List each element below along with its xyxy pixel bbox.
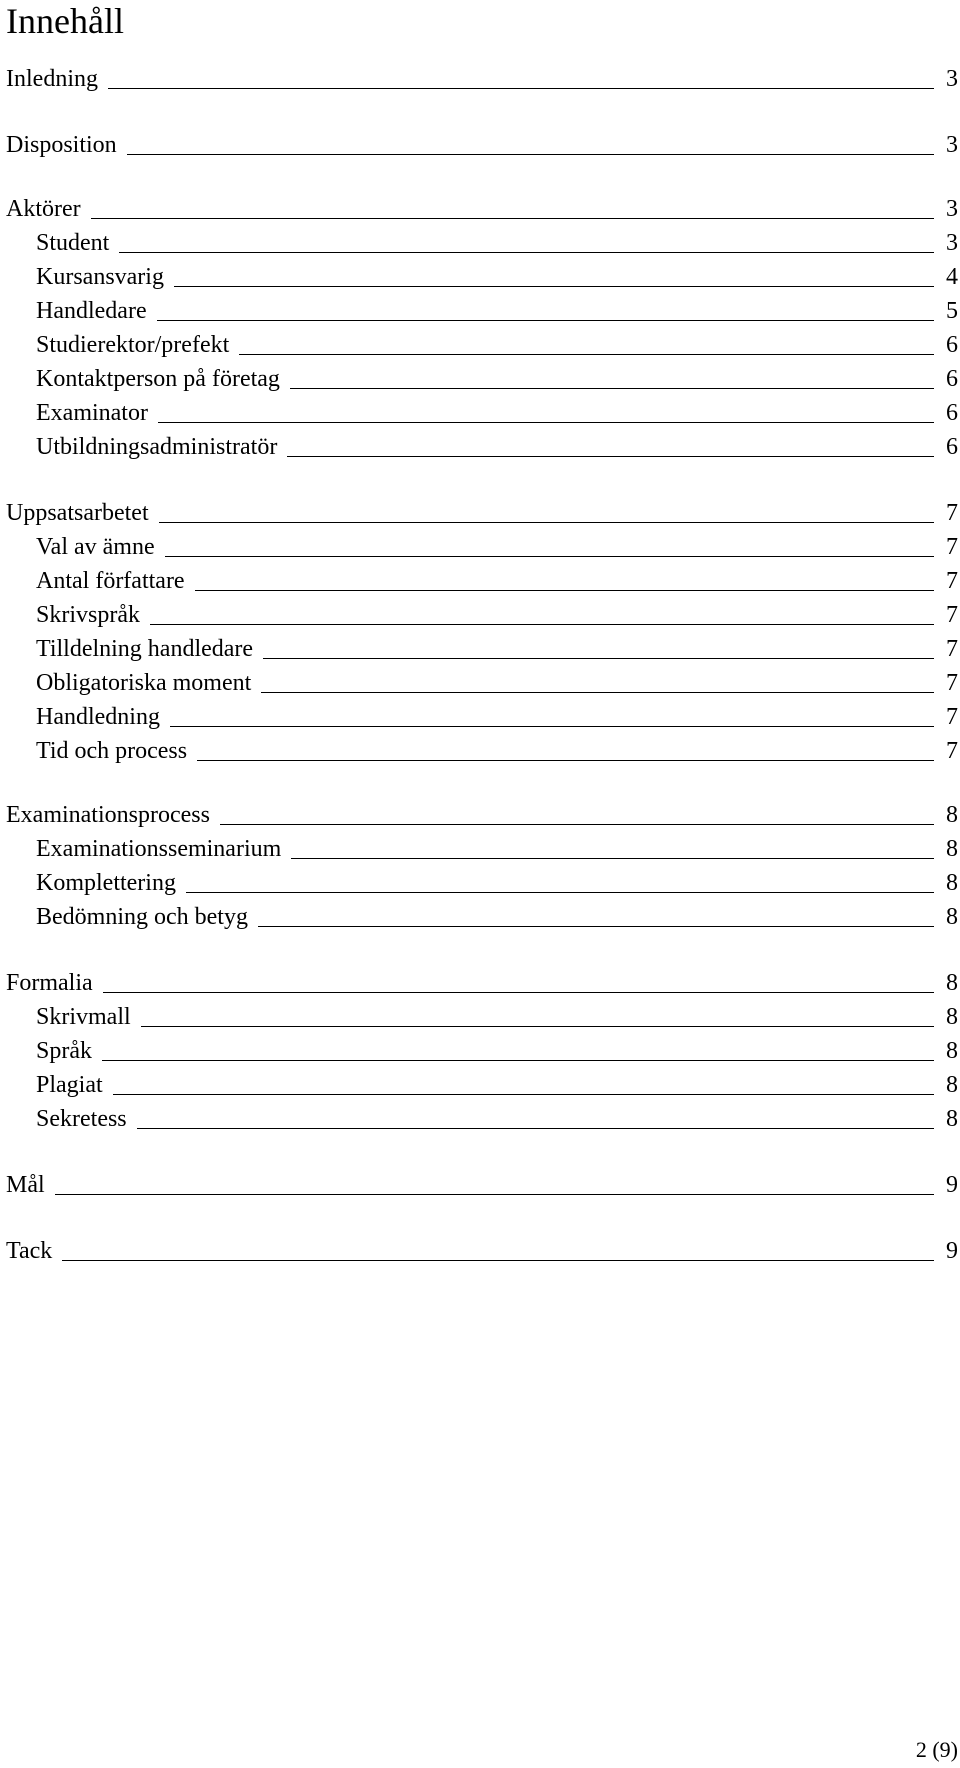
- toc-leader-line: [102, 1060, 934, 1061]
- toc-entry-studierektor-prefekt[interactable]: [0, 328, 960, 362]
- toc-entry-label: Tack: [6, 1238, 53, 1264]
- toc-leader-line: [258, 926, 934, 927]
- toc-entry-page: 8: [946, 870, 958, 896]
- toc-entry-label: Tilldelning handledare: [36, 636, 254, 662]
- toc-entry-page: 9: [946, 1172, 958, 1198]
- toc-entry-label: Utbildningsadministratör: [36, 434, 278, 460]
- toc-entry-examinator[interactable]: [0, 396, 960, 430]
- toc-entry-page: 8: [946, 1004, 958, 1030]
- toc-entry-examinationsprocess[interactable]: [0, 798, 960, 832]
- toc-leader-line: [55, 1194, 934, 1195]
- toc-entry-page: 3: [946, 230, 958, 256]
- toc-entry-page: 7: [946, 500, 958, 526]
- toc-entry-label: Antal författare: [36, 568, 185, 594]
- toc-entry-tilldelning-handledare[interactable]: [0, 632, 960, 666]
- toc-entry-aktorer[interactable]: [0, 192, 960, 226]
- toc-entry-label: Formalia: [6, 970, 93, 996]
- toc-entry-handledning[interactable]: [0, 700, 960, 734]
- toc-entry-student[interactable]: [0, 226, 960, 260]
- toc-entry-label: Disposition: [6, 132, 117, 158]
- toc-entry-label: Komplettering: [36, 870, 176, 896]
- toc-leader-line: [291, 858, 934, 859]
- toc-leader-line: [165, 556, 934, 557]
- toc-leader-line: [119, 252, 934, 253]
- toc-entry-label: Skrivspråk: [36, 602, 140, 628]
- toc-entry-page: 7: [946, 636, 958, 662]
- toc-entry-page: 4: [946, 264, 958, 290]
- toc-leader-line: [159, 522, 934, 523]
- toc-leader-line: [157, 320, 934, 321]
- toc-entry-label: Tid och process: [36, 738, 188, 764]
- toc-heading: Innehåll: [6, 1, 124, 41]
- toc-entry-inledning[interactable]: [0, 62, 960, 96]
- toc-entry-mal[interactable]: [0, 1168, 960, 1202]
- toc-leader-line: [62, 1260, 934, 1261]
- toc-leader-line: [158, 422, 934, 423]
- toc-entry-utbildningsadministrator[interactable]: [0, 430, 960, 464]
- toc-entry-label: Aktörer: [6, 196, 81, 222]
- toc-entry-page: 6: [946, 366, 958, 392]
- toc-entry-sekretess[interactable]: [0, 1102, 960, 1136]
- toc-leader-line: [197, 760, 934, 761]
- toc-entry-page: 7: [946, 568, 958, 594]
- toc-entry-label: Kontaktperson på företag: [36, 366, 280, 392]
- toc-leader-line: [195, 590, 934, 591]
- toc-entry-label: Studierektor/prefekt: [36, 332, 230, 358]
- toc-leader-line: [220, 824, 934, 825]
- toc-entry-label: Språk: [36, 1038, 92, 1064]
- toc-entry-page: 3: [946, 66, 958, 92]
- toc-entry-label: Kursansvarig: [36, 264, 164, 290]
- toc-entry-label: Handledning: [36, 704, 160, 730]
- toc-entry-page: 7: [946, 670, 958, 696]
- toc-leader-line: [91, 218, 934, 219]
- toc-leader-line: [263, 658, 934, 659]
- toc-entry-page: 8: [946, 970, 958, 996]
- toc-entry-tid-och-process[interactable]: [0, 734, 960, 768]
- toc-entry-tack[interactable]: [0, 1234, 960, 1268]
- toc-leader-line: [108, 88, 934, 89]
- toc-entry-kursansvarig[interactable]: [0, 260, 960, 294]
- toc-entry-label: Uppsatsarbetet: [6, 500, 149, 526]
- toc-entry-label: Sekretess: [36, 1106, 127, 1132]
- toc-entry-page: 6: [946, 332, 958, 358]
- toc-entry-label: Examinationsprocess: [6, 802, 210, 828]
- toc-entry-page: 8: [946, 1072, 958, 1098]
- toc-leader-line: [186, 892, 934, 893]
- toc-entry-page: 8: [946, 836, 958, 862]
- toc-entry-page: 5: [946, 298, 958, 324]
- toc-entry-label: Handledare: [36, 298, 147, 324]
- toc-entry-label: Bedömning och betyg: [36, 904, 248, 930]
- toc-entry-sprak[interactable]: [0, 1034, 960, 1068]
- toc-entry-page: 7: [946, 704, 958, 730]
- toc-entry-examinationsseminarium[interactable]: [0, 832, 960, 866]
- toc-leader-line: [150, 624, 934, 625]
- toc-entry-page: 8: [946, 1038, 958, 1064]
- toc-leader-line: [174, 286, 934, 287]
- toc-entry-label: Examinationsseminarium: [36, 836, 282, 862]
- toc-entry-page: 8: [946, 1106, 958, 1132]
- toc-entry-plagiat[interactable]: [0, 1068, 960, 1102]
- toc-entry-komplettering[interactable]: [0, 866, 960, 900]
- toc-leader-line: [287, 456, 934, 457]
- toc-entry-page: 7: [946, 738, 958, 764]
- toc-entry-page: 7: [946, 534, 958, 560]
- toc-entry-skrivsprak[interactable]: [0, 598, 960, 632]
- toc-leader-line: [170, 726, 934, 727]
- toc-leader-line: [137, 1128, 934, 1129]
- page-number: 2 (9): [915, 1737, 958, 1762]
- toc-entry-antal-forfattare[interactable]: [0, 564, 960, 598]
- toc-entry-handledare[interactable]: [0, 294, 960, 328]
- toc-entry-label: Examinator: [36, 400, 148, 426]
- toc-entry-disposition[interactable]: [0, 128, 960, 162]
- toc-entry-page: 8: [946, 904, 958, 930]
- toc-leader-line: [103, 992, 934, 993]
- toc-entry-label: Plagiat: [36, 1072, 103, 1098]
- toc-leader-line: [141, 1026, 934, 1027]
- toc-entry-uppsatsarbetet[interactable]: [0, 496, 960, 530]
- toc-entry-label: Mål: [6, 1172, 45, 1198]
- toc-entry-label: Obligatoriska moment: [36, 670, 252, 696]
- toc-entry-formalia[interactable]: [0, 966, 960, 1000]
- toc-entry-label: Student: [36, 230, 110, 256]
- toc-entry-page: 3: [946, 132, 958, 158]
- toc-leader-line: [239, 354, 934, 355]
- toc-leader-line: [261, 692, 934, 693]
- toc-entry-page: 7: [946, 602, 958, 628]
- toc-entry-page: 9: [946, 1238, 958, 1264]
- toc-entry-val-av-amne[interactable]: [0, 530, 960, 564]
- toc-entry-skrivmall[interactable]: [0, 1000, 960, 1034]
- toc-entry-page: 3: [946, 196, 958, 222]
- toc-entry-obligatoriska-moment[interactable]: [0, 666, 960, 700]
- toc-entry-kontaktperson-pa-foretag[interactable]: [0, 362, 960, 396]
- toc-entry-label: Inledning: [6, 66, 98, 92]
- toc-leader-line: [290, 388, 934, 389]
- toc-leader-line: [127, 154, 934, 155]
- toc-entry-page: 6: [946, 400, 958, 426]
- toc-entry-bedomning-och-betyg[interactable]: [0, 900, 960, 934]
- toc-leader-line: [113, 1094, 934, 1095]
- toc-entry-label: Skrivmall: [36, 1004, 131, 1030]
- toc-entry-label: Val av ämne: [36, 534, 155, 560]
- toc-entry-page: 8: [946, 802, 958, 828]
- toc-entry-page: 6: [946, 434, 958, 460]
